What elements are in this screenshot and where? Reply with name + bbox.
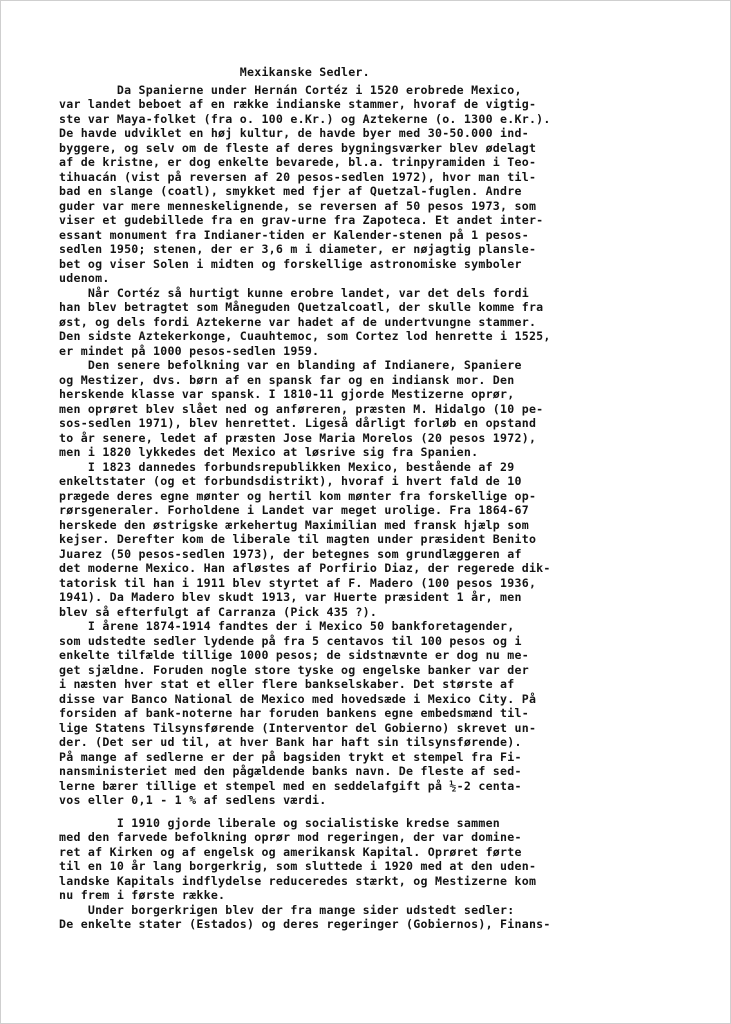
text-line: herskede den østrigske ærkehertug Maximilian med fransk hjælp som: [59, 517, 529, 532]
text-line: landske Kapitals indflydelse reduceredes stærkt, og Mestizerne kom: [59, 873, 537, 888]
text-line: af de kristne, er dog enkelte bevarede, bl.a. trinpyramiden i Teo-: [59, 155, 537, 169]
text-line: lige Statens Tilsynsførende (Interventor del Gobierno) skrevet un-: [59, 720, 537, 735]
text-line: han blev betragtet som Måneguden Quetzalcoatl, der skulle komme fra: [59, 300, 544, 314]
text-line: essant monument fra Indianer-tiden er Kalender-stenen på 1 pesos-: [59, 227, 529, 242]
text-line: viser et gudebillede fra en grav-urne fra Zapoteca. Et andet inter-: [59, 213, 544, 227]
paragraph: [59, 286, 699, 359]
text-line: som udstedte sedler lydende på fra 5 centavos til 100 pesos og i: [59, 633, 522, 648]
text-line: to år senere, ledet af præsten Jose Maria Morelos (20 pesos 1972),: [59, 430, 537, 445]
text-line: nu frem i første række.: [59, 888, 226, 902]
text-line: Under borgerkrigen blev der fra mange sider udstedt sedler:: [59, 902, 515, 917]
text-line: I årene 1874-1914 fandtes der i Mexico 50 bankforetagender,: [59, 619, 515, 633]
text-line: øst, og dels fordi Aztekerne var hadet af de undertvungne stammer.: [59, 314, 537, 329]
text-line: disse var Banco National de Mexico med hovedsæde i Mexico City. På: [59, 691, 537, 706]
text-line: Juarez (50 pesos-sedlen 1973), der betegnes som grundlæggeren af: [59, 546, 522, 561]
text-line: Da Spanierne under Hernán Cortéz i 1520 erobrede Mexico,: [59, 82, 522, 97]
text-line: bet og viser Solen i midten og forskellige astronomiske symboler: [59, 256, 522, 271]
text-line: i næsten hver stat et eller flere bankselskaber. Det største af: [59, 677, 515, 691]
typed-text-body: [59, 65, 699, 932]
text-line: De enkelte stater (Estados) og deres regeringer (Gobiernos), Finans-: [59, 917, 551, 931]
text-line: ste var Maya-folket (fra o. 100 e.Kr.) og Aztekerne (o. 1300 e.Kr.).: [59, 111, 551, 126]
text-line: prægede deres egne mønter og hertil kom mønter fra forskellige op-: [59, 488, 537, 503]
text-line: tihuacán (vist på reversen af 20 pesos-sedlen 1972), hvor man til-: [59, 169, 537, 184]
text-line: lerne bærer tillige et stempel med en seddelafgift på ½-2 centa-: [59, 778, 522, 793]
text-line: get sjældne. Foruden nogle store tyske og engelske banker var der: [59, 662, 529, 677]
text-line: bad en slange (coatl), smykket med fjer af Quetzal-fuglen. Andre: [59, 184, 522, 198]
text-line: guder var mere menneskelignende, se reversen af 50 pesos 1973, som: [59, 198, 537, 213]
text-line: rørsgeneraler. Forholdene i Landet var meget urolige. Fra 1864-67: [59, 503, 529, 517]
text-line: De havde udviklet en høj kultur, de havde byer med 30-50.000 ind-: [59, 126, 529, 140]
text-line: nansministeriet med den pågældende banks navn. De fleste af sed-: [59, 764, 522, 778]
text-line: der. (Det ser ud til, at hver Bank har haft sin tilsynsførende).: [59, 735, 522, 749]
paragraph-gap: [59, 808, 699, 816]
paragraph: [59, 816, 699, 903]
text-line: men oprøret blev slået ned og anføreren, præsten M. Hidalgo (10 pe-: [59, 401, 544, 416]
text-line: til en 10 år lang borgerkrig, som sluttede i 1920 med at den uden-: [59, 859, 537, 873]
paragraph: [59, 619, 699, 808]
text-line: var landet beboet af en række indianske stammer, hvoraf de vigtig-: [59, 97, 537, 111]
text-line: vos eller 0,1 - 1 % af sedlens værdi.: [59, 793, 327, 807]
paragraph: [59, 358, 699, 460]
text-line: er mindet på 1000 pesos-sedlen 1959.: [59, 343, 320, 358]
text-line: enkelte tilfælde tillige 1000 pesos; de sidstnævnte er dog nu me-: [59, 648, 529, 662]
text-line: ret af Kirken og af engelsk og amerikansk Kapital. Oprøret førte: [59, 844, 522, 859]
text-line: enkeltstater (og et forbundsdistrikt), hvoraf i hvert fald de 10: [59, 474, 522, 488]
text-line: 1941). Da Madero blev skudt 1913, var Huerte præsident 1 år, men: [59, 590, 522, 604]
text-line: med den farvede befolkning oprør mod regeringen, der var domine-: [59, 830, 522, 844]
text-line: udenom.: [59, 271, 110, 285]
text-line: kejser. Derefter kom de liberale til magten under præsident Benito: [59, 532, 537, 546]
text-line: og Mestizer, dvs. børn af en spansk far og en indiansk mor. Den: [59, 372, 515, 387]
paragraph: [59, 460, 699, 620]
text-line: I 1823 dannedes forbundsrepublikken Mexico, bestående af 29: [59, 459, 515, 474]
text-line: det moderne Mexico. Han afløstes af Porfirio Diaz, der regerede dik-: [59, 561, 551, 575]
paragraph: [59, 83, 699, 286]
text-line: forsiden af bank-noterne har foruden bankens egne embedsmænd til-: [59, 706, 529, 720]
text-line: I 1910 gjorde liberale og socialistiske kredse sammen: [59, 815, 501, 830]
text-line: Den sidste Aztekerkonge, Cuauhtemoc, som Cortez lod henrette i 1525,: [59, 329, 551, 343]
text-line: På mange af sedlerne er der på bagsiden trykt et stempel fra Fi-: [59, 749, 522, 764]
text-line: blev så efterfulgt af Carranza (Pick 435 ?).: [59, 604, 378, 619]
text-line: tatorisk til han i 1911 blev styrtet af F. Madero (100 pesos 1936,: [59, 575, 537, 590]
page-title: Mexikanske Sedler.: [59, 65, 370, 79]
text-line: Når Cortéz så hurtigt kunne erobre landet, var det dels fordi: [59, 285, 529, 300]
text-line: herskende klasse var spansk. I 1810-11 gjorde Mestizerne oprør,: [59, 387, 515, 401]
paragraph: [59, 903, 699, 932]
text-line: Den senere befolkning var en blanding af Indianere, Spaniere: [59, 358, 522, 372]
text-line: men i 1820 lykkedes det Mexico at løsrive sig fra Spanien.: [59, 445, 479, 459]
text-line: byggere, og selv om de fleste af deres bygningsværker blev ødelagt: [59, 140, 537, 155]
text-line: sos-sedlen 1971), blev henrettet. Ligeså dårligt forløb en opstand: [59, 416, 537, 430]
text-line: sedlen 1950; stenen, der er 3,6 m i diameter, er nøjagtig plansle-: [59, 242, 537, 256]
